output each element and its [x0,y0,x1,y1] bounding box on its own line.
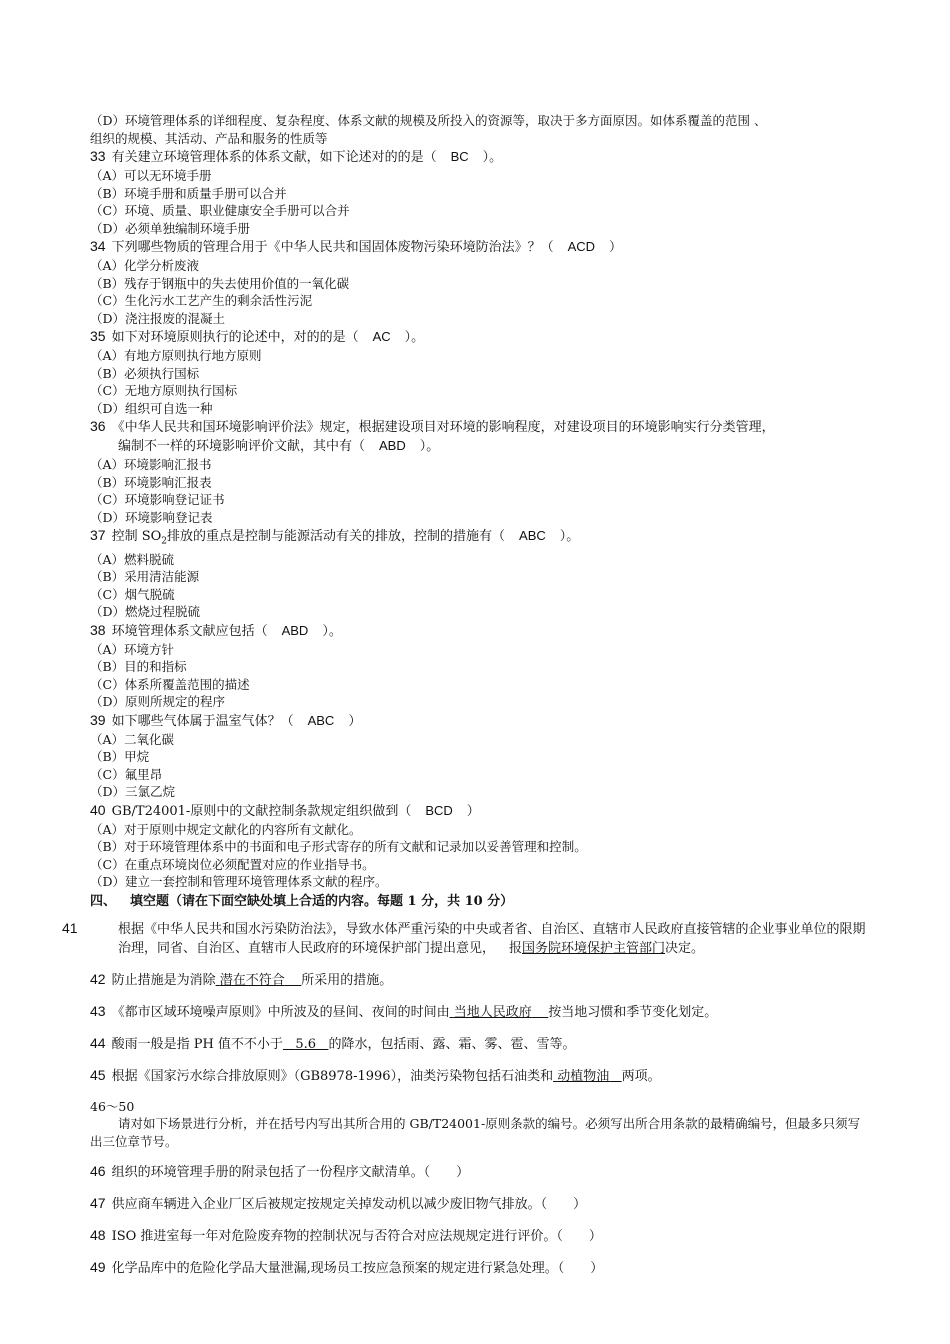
question-number: 47 [90,1195,106,1212]
question-number: 36 [90,418,106,434]
scenario-49 [90,1258,870,1278]
option: （D）必须单独编制环境手册 [90,220,251,236]
question-text: GB/T24001-原则中的文献控制条款规定组织做到（ [111,803,412,819]
question-tail: ）。 [559,529,580,544]
option: （B）环境手册和质量手册可以合并 [90,185,287,201]
question-38 [90,621,870,641]
option: （D）建立一套控制和管理环境管理体系文献的程序。 [90,874,388,890]
question-text: 防止措施是为消除 [111,972,216,988]
option: （C）烟气脱硫 [90,586,175,602]
answer: ABD [379,438,406,453]
question-range: 46～50 [90,1098,135,1114]
question-text: 根据《中华人民共和国水污染防治法》，导致水体严重污染的中央或者省、自治区、直辖市人民政府直接管辖的企业事业单位的限期治理，同省、自治区、直辖市人民政府的环境保护部门提出意见， [118,921,866,956]
question-number: 45 [90,1066,106,1083]
question-text: 环境管理体系文献应包括（ [111,623,268,639]
option: （A）可以无环境手册 [90,168,212,183]
instruction-text: 请对如下场景进行分析，并在括号内写出其所合用的 GB/T24001-原则条款的编号。必须写出所合用条款的最精确编号，但最多只须写出三位章节号。 [90,1116,861,1149]
question-tail: 决定。 [665,940,705,956]
question-number: 35 [90,328,106,344]
question-tail: 的降水，包括雨、露、霜、雾、雹、雪等。 [328,1036,576,1052]
scenario-47 [90,1194,870,1214]
question-number: 34 [90,238,106,254]
answer: BCD [425,802,453,818]
question-tail: ） [609,240,623,255]
question-tail: ）。 [482,150,503,165]
question-36 [90,417,870,437]
question-text: 化学品库中的危险化学品大量泄漏,现场员工按应急预案的规定进行紧急处理。（ ） [111,1261,604,1277]
question-number: 41 [62,919,78,936]
option: （D）浇注报废的混凝土 [90,310,226,326]
question-number: 48 [90,1227,106,1244]
option: （A）环境方针 [90,641,175,657]
question-text: 控制 SO [111,529,162,544]
option: （C）氟里昂 [90,766,163,782]
option: （A）二氧化碳 [90,731,175,747]
option: （B）对于环境管理体系中的书面和电子形式寄存的所有文献和记录加以妥善管理和控制。 [90,839,587,855]
option: （C）无地方原则执行国标 [90,383,238,398]
fill-answer: 潜在不符合 [219,972,285,988]
question-44 [90,1034,870,1054]
answer: ABC [307,712,335,728]
answer: AC [372,329,391,344]
question-41 [62,919,870,958]
question-33 [90,147,870,167]
option: （C）在重点环境岗位必须配置对应的作业指导书。 [90,856,375,872]
option: （B）环境影响汇报表 [90,474,212,490]
option: （B）目的和指标 [90,659,187,675]
question-number: 44 [90,1034,106,1051]
subscript: 2 [161,536,168,547]
option: （C）环境、质量、职业健康安全手册可以合并 [90,203,350,218]
question-number: 40 [90,801,106,818]
question-tail: 两项。 [621,1068,661,1084]
answer: BC [450,149,469,164]
question-text: 根据《国家污水综合排放原则》（GB8978-1996），油类污染物包括石油类和 [111,1068,554,1084]
question-text: 《都市区域环境噪声原则》中所波及的昼间、夜间的时间由 [111,1004,450,1020]
question-tail: ）。 [322,623,342,639]
question-number: 38 [90,621,106,638]
question-text: 下列哪些物质的管理合用于《中华人民共和国固体废物污染环境防治法》？（ [111,240,554,255]
question-number: 46 [90,1163,106,1180]
question-35 [90,327,870,347]
question-tail: ）。 [404,330,425,345]
question-39 [90,711,870,731]
option: （B）采用清洁能源 [90,569,200,585]
fill-answer: 动植物油 [557,1068,610,1084]
intro-line: 组织的规模、其活动、产品和服务的性质等 [90,130,328,146]
question-43 [90,1002,870,1022]
document-page [62,112,870,1290]
question-text: 如下对环境原则执行的论述中，对的的是（ [111,330,359,345]
section-title: 填空题（请在下面空缺处填上合适的内容。每题 1 分，共 10 分） [130,893,514,909]
question-36-continuation [90,437,870,456]
question-text: 报 [509,940,523,956]
question-text: 《中华人民共和国环境影响评价法》规定，根据建设项目对环境的影响程度，对建设项目的环境影响实行分类管理， [111,420,775,435]
answer: ACD [567,239,596,254]
option: （C）体系所覆盖范围的描述 [90,676,250,692]
option: （A）环境影响汇报书 [90,457,212,472]
answer: ABC [519,528,546,543]
option: （C）生化污水工艺产生的剩余活性污泥 [90,293,313,308]
scenario-48 [90,1226,870,1246]
answer: ABD [281,622,309,638]
option: （A）有地方原则执行地方原则 [90,348,262,363]
question-text: 酸雨一般是指 PH 值不不小于 [111,1036,283,1052]
option: （B）残存于钢瓶中的失去使用价值的一氧化碳 [90,275,350,291]
question-34 [90,237,870,257]
question-tail: ） [466,803,480,819]
option: （C）环境影响登记证书 [90,492,225,507]
question-37 [90,526,870,551]
option: （D）组织可自选一种 [90,400,213,416]
question-40 [90,801,870,821]
option: （B）甲烷 [90,749,150,765]
question-text: 有关建立环境管理体系的体系文献，如下论述对的的是（ [111,150,437,165]
option: （A）燃料脱硫 [90,551,175,567]
option: （B）必须执行国标 [90,365,200,381]
question-text: 组织的环境管理手册的附录包括了一份程序文献清单。（ ） [111,1165,470,1181]
fill-answer: 5.6 [295,1036,317,1052]
scenario-46 [90,1162,870,1182]
question-text: ISO 推进室每一年对危险废弃物的控制状况与否符合对应法规规定进行评价。（ ） [111,1229,602,1245]
question-number: 33 [90,148,106,164]
question-number: 37 [90,527,106,543]
question-tail: ） [348,713,362,729]
question-45 [90,1066,870,1086]
question-number: 39 [90,711,106,728]
question-tail: ）。 [419,439,440,454]
section-number: 四、 [90,893,117,909]
option: （D）原则所规定的程序 [90,694,226,710]
question-text: 排放的重点是控制与能源活动有关的排放，控制的措施有（ [167,529,506,544]
option: （D）环境影响登记表 [90,509,213,525]
fill-answer: 当地人民政府 [453,1004,532,1020]
question-number: 42 [90,970,106,987]
question-text: 如下哪些气体属于温室气体？（ [111,713,294,729]
question-tail: 按当地习惯和季节变化划定。 [548,1004,718,1020]
option: （A）对于原则中规定文献化的内容所有文献化。 [90,821,362,837]
question-text: 供应商车辆进入企业厂区后被规定按规定关掉发动机以减少废旧物气排放。（ ） [111,1197,587,1213]
question-text: 编制不一样的环境影响评价文献，其中有（ [118,439,366,454]
question-number: 49 [90,1259,106,1276]
fill-answer: 国务院环境保护主管部门 [522,940,666,956]
option: （D）燃烧过程脱硫 [90,604,201,620]
question-tail: 所采用的措施。 [301,972,393,988]
section-heading [90,893,870,911]
option: （A）化学分析废液 [90,258,200,273]
question-42 [90,970,870,990]
intro-line: （D）环境管理体系的详细程度、复杂程度、体系文献的规模及所投入的资源等，取决于多方面原因。如体系覆盖的范围 、 [90,113,767,128]
question-number: 43 [90,1002,106,1019]
option: （D）三氯乙烷 [90,784,176,800]
